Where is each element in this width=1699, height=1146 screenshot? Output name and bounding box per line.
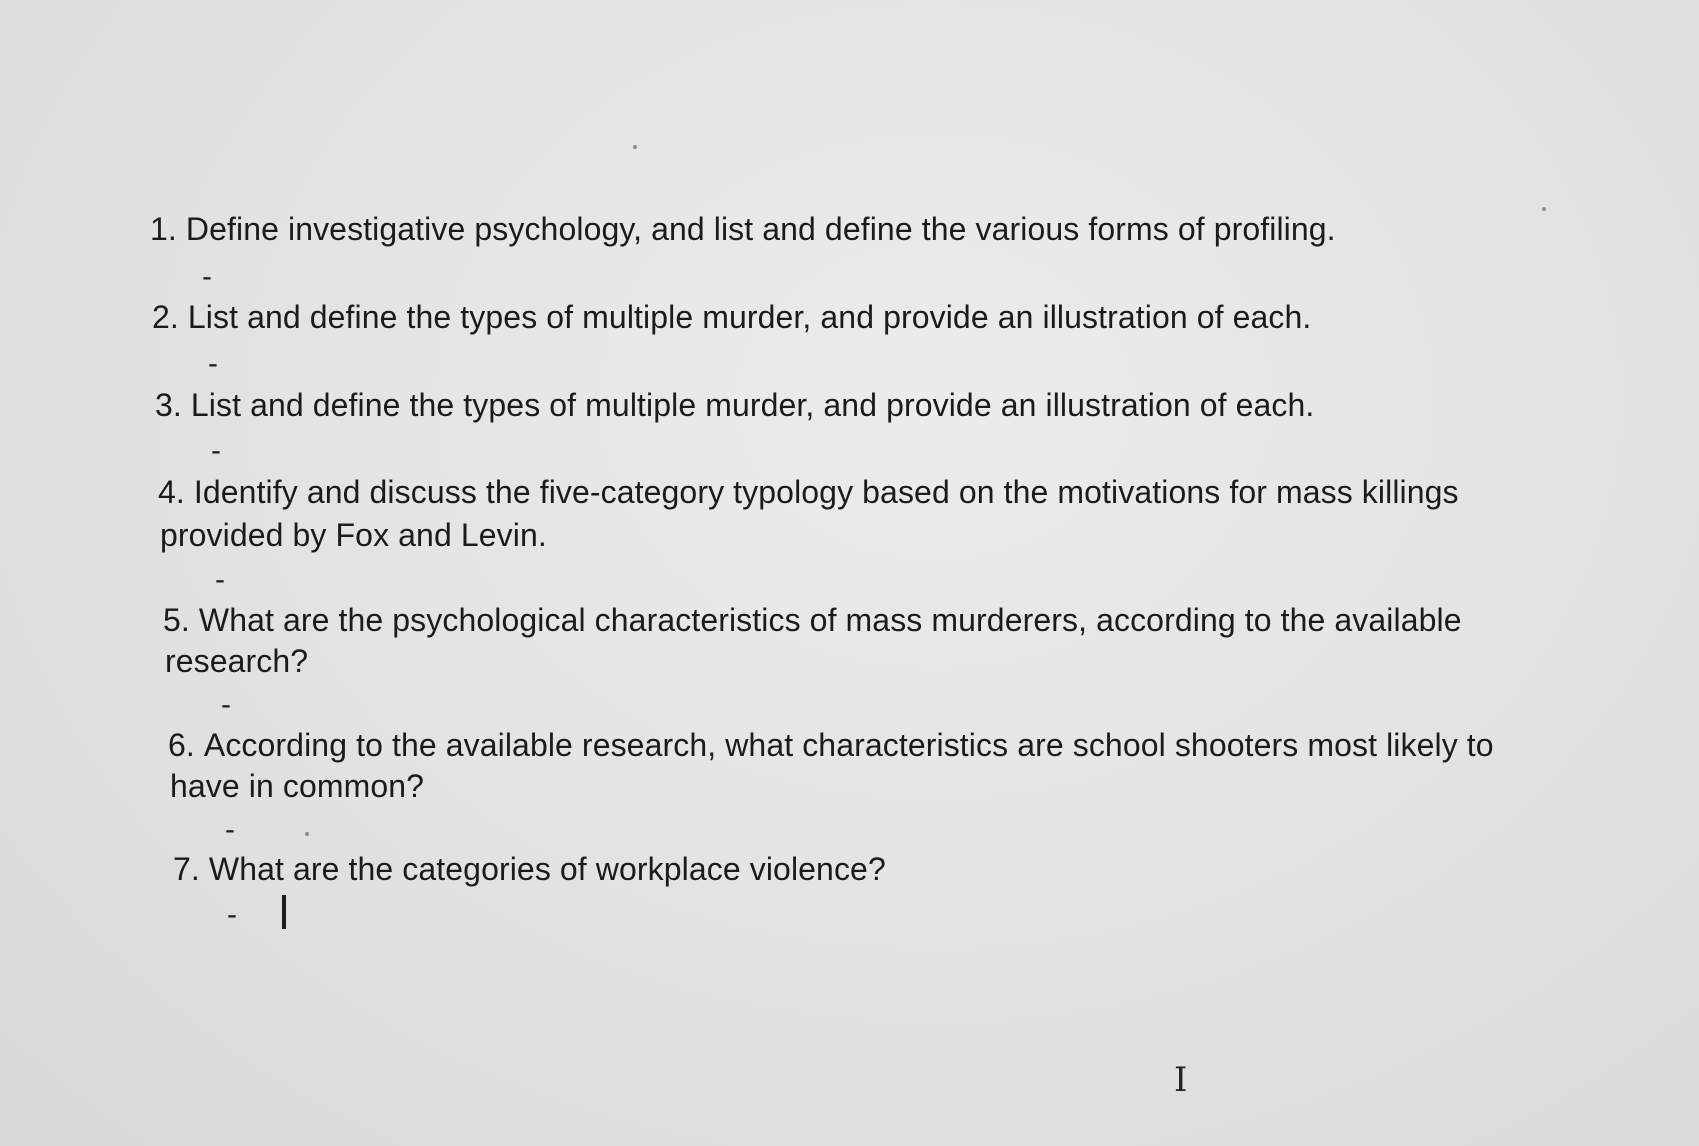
answer-dash-2[interactable]: -	[208, 347, 218, 380]
question-number: 4.	[158, 474, 185, 510]
answer-dash-3[interactable]: -	[211, 434, 221, 467]
answer-dash-6[interactable]: -	[225, 813, 235, 846]
question-7	[173, 848, 886, 890]
question-text: List and define the types of multiple murder, and provide an illustration of each.	[187, 299, 1312, 335]
screen-speck	[633, 145, 637, 149]
question-6	[168, 724, 1494, 766]
question-text: According to the available research, what characteristics are school shooters most likely to	[203, 727, 1494, 763]
answer-dash-5[interactable]: -	[221, 688, 231, 721]
question-text: What are the psychological characteristics of mass murderers, according to the available	[198, 602, 1462, 638]
question-number: 5.	[163, 602, 190, 638]
question-2	[152, 296, 1311, 338]
answer-dash-7[interactable]: -	[227, 898, 237, 931]
question-5-continuation	[165, 640, 308, 682]
answer-dash-1[interactable]: -	[202, 260, 212, 293]
question-6-continuation	[170, 765, 424, 807]
question-4-continuation	[160, 514, 547, 556]
text-cursor-caret	[282, 895, 286, 929]
screen-speck	[1542, 207, 1546, 211]
question-number: 1.	[150, 211, 177, 247]
question-text: List and define the types of multiple murder, and provide an illustration of each.	[190, 387, 1315, 423]
question-text: research?	[165, 643, 309, 679]
question-text: Identify and discuss the five-category typology based on the motivations for mass killings	[193, 474, 1459, 510]
question-5	[163, 599, 1462, 641]
question-number: 3.	[155, 387, 182, 423]
question-number: 7.	[173, 851, 200, 887]
question-number: 2.	[152, 299, 179, 335]
question-4	[158, 471, 1459, 513]
question-text: What are the categories of workplace violence?	[208, 851, 886, 887]
screen-speck	[305, 832, 309, 836]
question-text: Define investigative psychology, and list and define the various forms of profiling.	[185, 211, 1336, 247]
question-1	[150, 208, 1336, 250]
answer-dash-4[interactable]: -	[215, 563, 225, 596]
ibeam-pointer-icon: I	[1174, 1060, 1188, 1100]
question-number: 6.	[168, 727, 195, 763]
question-text: have in common?	[170, 768, 425, 804]
question-3	[155, 384, 1314, 426]
question-text: provided by Fox and Levin.	[160, 517, 547, 553]
